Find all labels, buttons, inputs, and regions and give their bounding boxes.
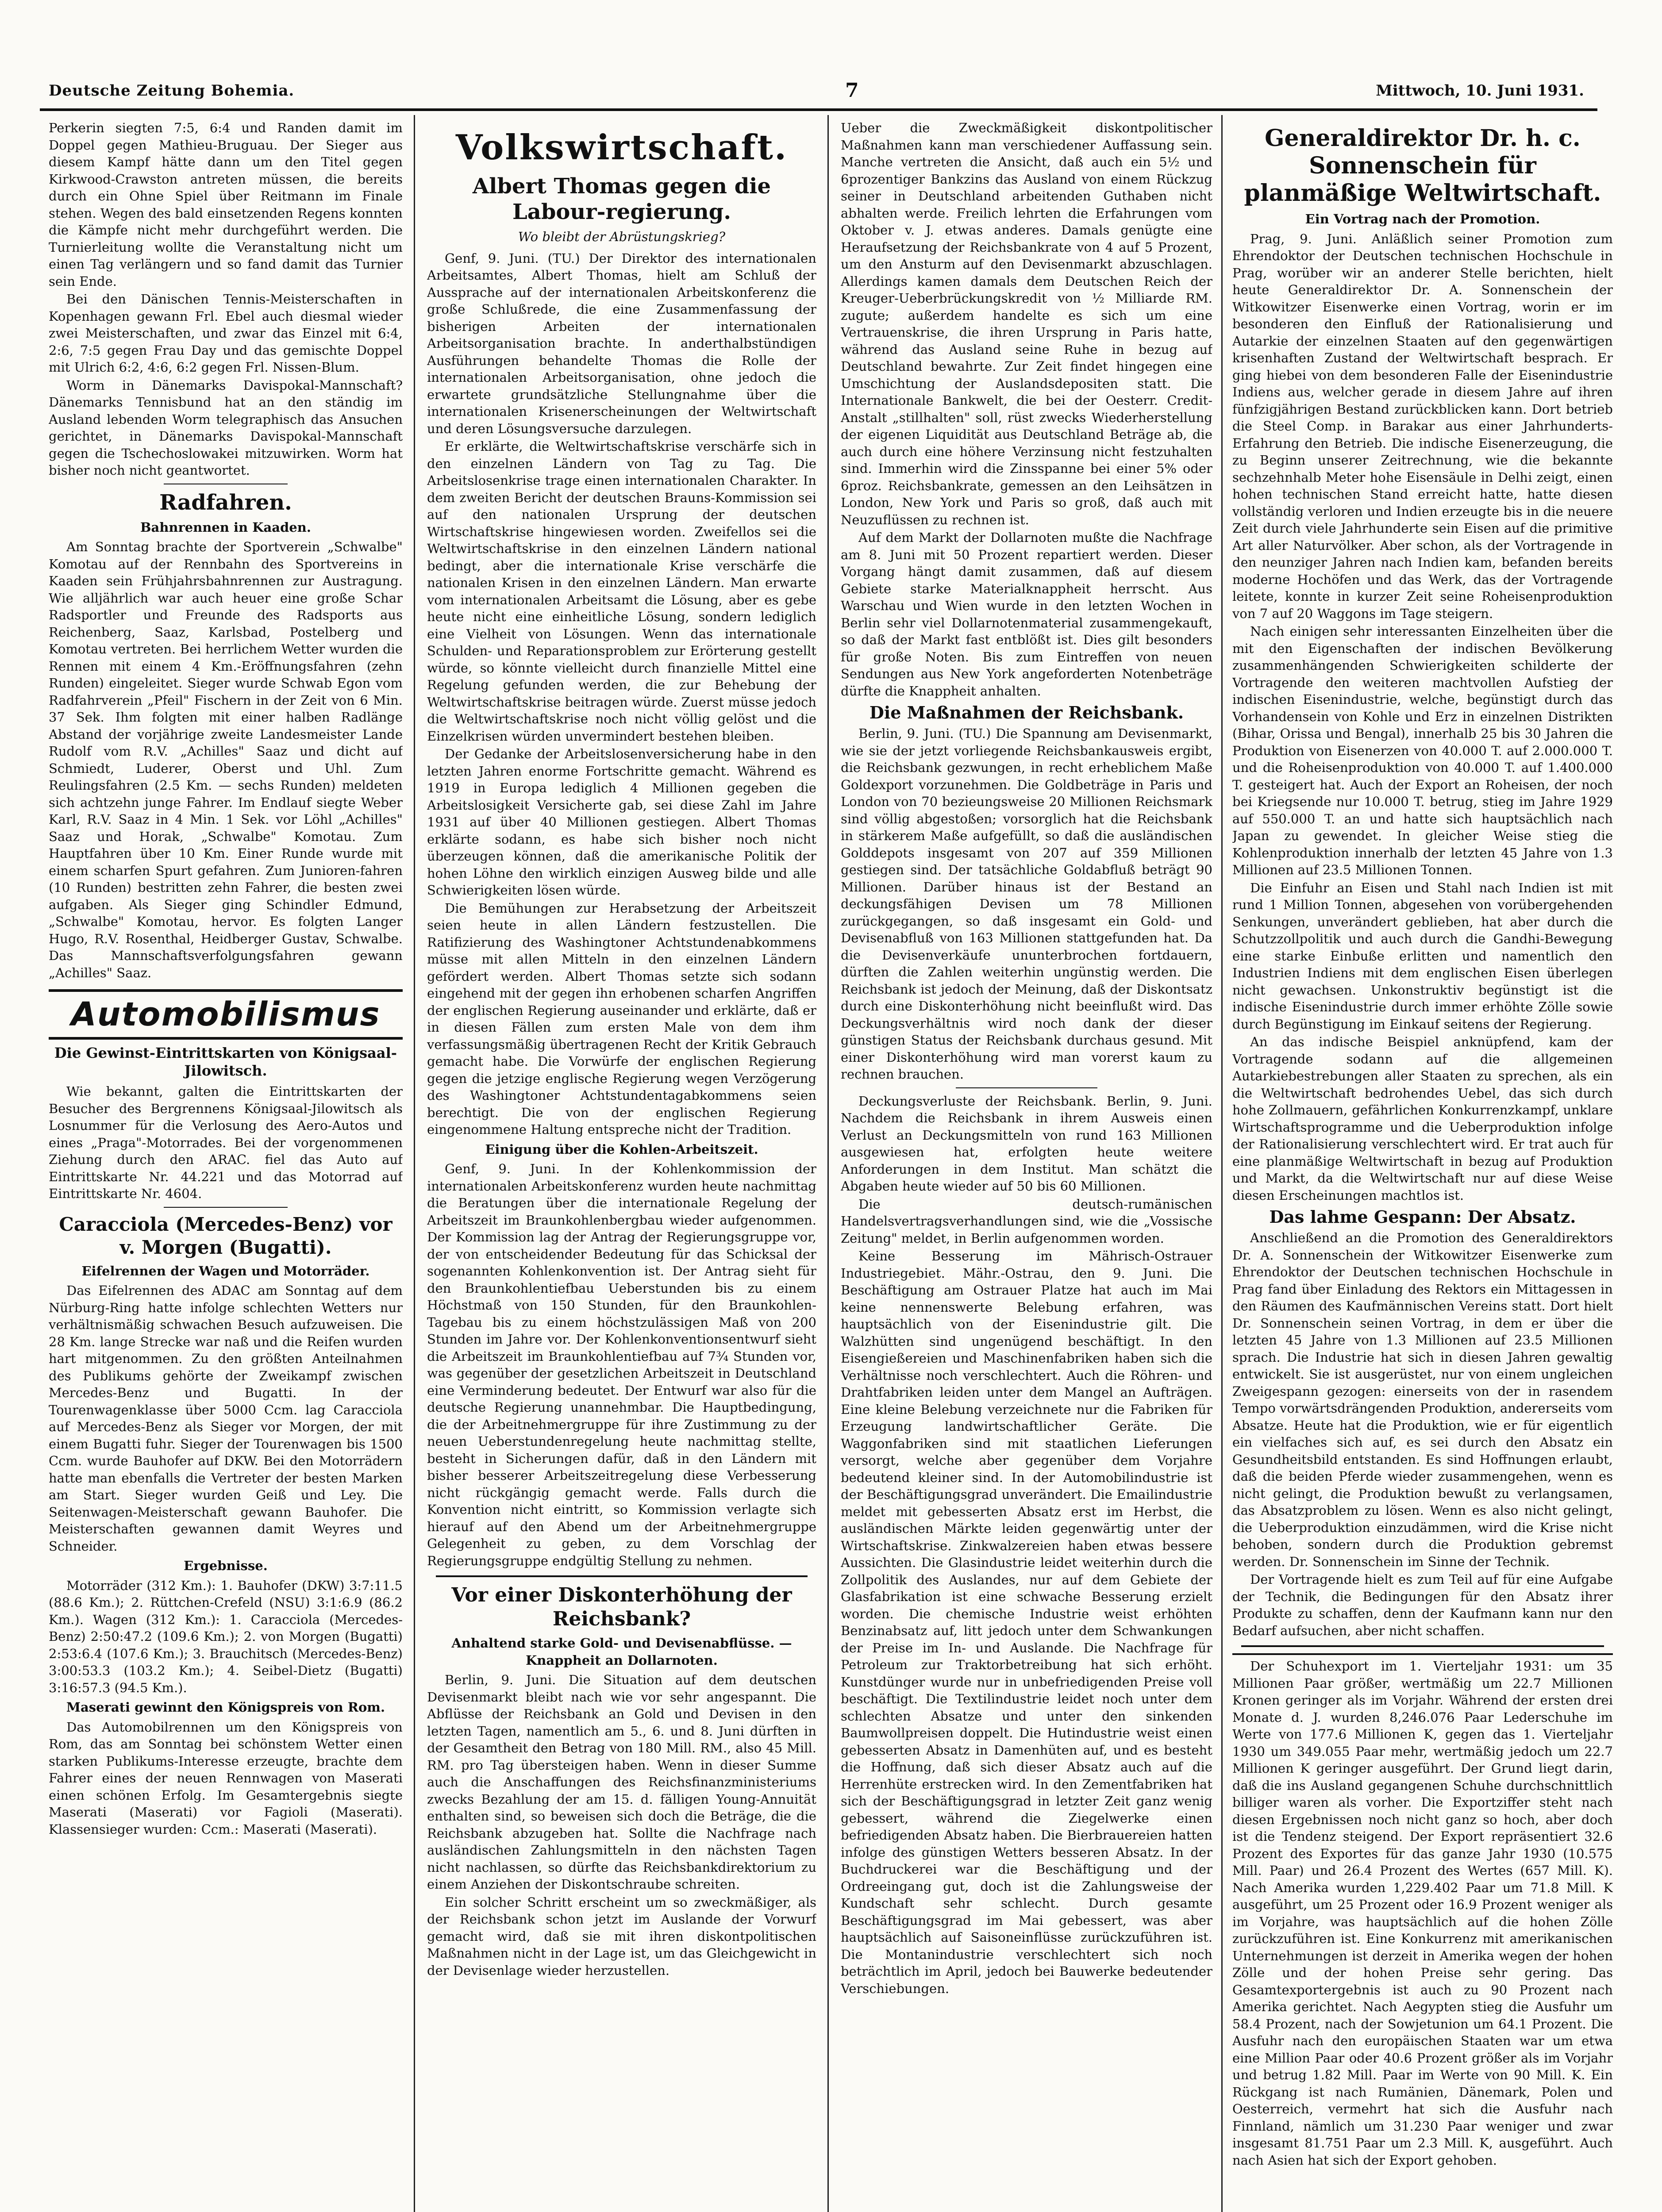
article-subtitle: Bahnrennen in Kaaden. [140,519,311,535]
page-header [40,79,1597,111]
paragraph: Wie bekannt, galten die Eintrittskarten der Besucher des Bergrennens Königsaal-Jilowitsch als Losnummer für die Verlosung des Aero-Autos und eines „Praga"-Motorrades. Bei der vorgenommenen Ziehung durch den ARAC. fiel das Auto auf Eintrittskarte Nr. 44.221 und das Motorrad auf Eintrittskarte Nr. 4604. [49,1084,403,1201]
paragraph: Am Sonntag brachte der Sportverein „Schwalbe" Komotau auf der Rennbahn des Sportvereins in Kaaden sein Frühjahrsbahnrennen zur Austragung. Wie alljährlich war auch heuer eine große Schar Radsportler und Freunde des Radsports aus Reichenberg, Saaz, Karlsbad, Postelberg und Komotau vertreten. Bei herrlichem Wetter wurden die Rennen mit einem 4 Km.-Eröffnungsfahren (zehn Runden) eingeleitet. Sieger wurde Schwab Egon vom Radfahrverein „Pfeil" Fischern in der Zeit von 6 Min. 37 Sek. Ihm folgten mit einer halben Radlänge Abstand der vorjährige zweite Landesmeister Lande Rudolf vom R.V. „Achilles" Saaz und dicht auf Schmiedt, Luderer, Oberst und Uhl. Zum Reulingsfahren (2.5 Km. — sechs Runden) meldeten sich achtzehn junge Fahrer. Im Endlauf siegte Weber Karl, R.V. Saaz in 4 Min. 1 Sek. vor Löhl „Achilles" Saaz und Horak, „Schwalbe" Komotau. Zum Hauptfahren über 10 Km. Einer Runde wurde mit einem scharfen Spurt gefahren. Zum Junioren-fahren (10 Runden) bestritten zehn Fahrer, die besten zwei aufgaben. Als Sieger ging Schindler Edmund, „Schwalbe" Komotau, hervor. Es folgten Langer Hugo, R.V. Rosenthal, Heidberger Gustav, Schwalbe. Das Mannschaftsverfolgungsfahren gewann „Achilles" Saaz. [49,539,403,980]
article-headline: Das lahme Gespann: Der Absatz. [1269,1207,1576,1227]
paragraph: Ein solcher Schritt erscheint um so zweckmäßiger, als der Reichsbank schon jetzt im Auslande der Vorwurf gemacht wird, daß sie mit ihren diskontpolitischen Maßnahmen nicht in der Lage ist, um das Gleichgewicht in der Devisenlage wieder herzustellen. [427,1894,816,1978]
section-title-automobilismus: Automobilismus [49,989,403,1040]
article-subtitle: Anhaltend starke Gold- und Devisenabflüsse. — Knappheit an Dollarnoten. [451,1636,792,1668]
paragraph: An das indische Beispiel anknüpfend, kam der Vortragende sodann auf die allgemeinen Autarkiebestrebungen aller Staaten zu sprechen, als ein die Weltwirtschaft bedrohendes Uebel, das sich durch hohe Zollmauern, gefährlichen Konkurrenzkampf, unklare Wirtschaftsprogramme und die Ueberproduktion infolge der Rationalisierung verschlechtert wird. Er trat auch für eine planmäßige Weltwirtschaft in bezug auf Produktion und Markt, da die Weltwirtschaft nur auf diese Weise diesen Erscheinungen machtlos ist. [1232,1034,1613,1203]
paragraph: Das Automobilrennen um den Königspreis von Rom, das am Sonntag bei schönstem Wetter einen starken Publikums-Interesse erzeugte, brachte dem Fahrer eines der neuen Rennwagen von Maserati einen schönen Erfolg. Im Gesamtergebnis siegte Maserati (Maserati) vor Fagioli (Maserati). Klassensieger wurden: Ccm.: Maserati (Maserati). [49,1719,403,1837]
paragraph: Deckungsverluste der Reichsbank. Berlin, 9. Juni. Nachdem die Reichsbank in ihrem Ausweis einen Verlust an Deckungsmitteln von rund 163 Millionen ausgewiesen hat, erfolgten heute weitere Anforderungen in dem Institut. Man schätzt die Abgaben heute wieder auf 50 bis 60 Millionen. [841,1093,1212,1194]
paragraph: Der Vortragende hielt es zum Teil auf für eine Aufgabe der Technik, die Bedingungen für den Absatz ihrer Produkte zu schaffen, denn der Kaufmann kann nur den Bedarf aufsuchen, aber nicht schaffen. [1232,1572,1613,1638]
paragraph: Perkerin siegten 7:5, 6:4 und Randen damit im Doppel gegen Mathieu-Bruguau. Der Sieger aus diesem Kampf hätte dann um den Titel gegen Kirkwood-Crawston antreten müssen, die bereits durch ein Ohne Spiel über Reitmann im Finale stehen. Wegen des bald einsetzenden Regens konnten die Kämpfe nicht mehr durchgeführt werden. Die Turnierleitung wollte die Veranstaltung nicht um einen Tag verlängern und so fand damit das Turnier sein Ende. [49,120,403,289]
paragraph: Der Gedanke der Arbeitslosenversicherung habe in den letzten Jahren enorme Fortschritte gemacht. Während es 1919 in Europa lediglich 4 Millionen gegeben die Arbeitslosigkeit Versicherte gab, sei diese Zahl im Jahre 1931 auf über 40 Millionen gestiegen. Albert Thomas erklärte sodann, es habe sich bisher noch nicht überzeugen können, daß die amerikanische Politik der hohen Löhne den wirklich einzigen Ausweg bilde und alle Schwierigkeiten lösen würde. [427,746,816,898]
paragraph: Anschließend an die Promotion des Generaldirektors Dr. A. Sonnenschein der Witkowitzer Eisenwerke zum Ehrendoktor der Deutschen technischen Hochschule in Prag fand über Einladung des Rektors ein Mittagessen in den Räumen des Kaufmännischen Vereins statt. Dort hielt Dr. Sonnenschein seinen Vortrag, in dem er über die letzten 45 Jahre von 1.3 Millionen auf 23.5 Millionen sprach. Die Industrie hat sich in diesen Jahren gewaltig entwickelt. Sie ist ausgerüstet, nur von einem ungleichen Zweigespann gezogen: einerseits von der in rasendem Tempo vorwärtsdrängenden Produktion, andererseits vom Absatze. Heute hat die Produktion, wie er für eigentlich ein vielfaches sich auf, es sei durch den Absatz ein Gesundheitsbild entstanden. Es sind Hoffnungen erlaubt, daß die beiden Pferde wieder zusammengehen, wenn es nicht gelingt, die Produktion bewußt zu verlangsamen, das Absatzproblem zu lösen. Wenn es also nicht gelingt, die Ueberproduktion einzudämmen, wird die Krise nicht behoben, sondern durch die Produktion gebremst werden. Dr. Sonnenschein im Sinne der Technik. [1232,1230,1613,1569]
page-number: 7 [845,79,859,102]
article-headline: Die Gewinst-Eintrittskarten von Königsaal-Jilowitsch. [54,1045,397,1079]
results-title: Ergebnisse. [184,1558,268,1573]
issue-date: Mittwoch, 10. Juni 1931. [1376,82,1584,100]
divider [1241,1645,1604,1647]
paragraph: Auf dem Markt der Dollarnoten mußte die Nachfrage am 8. Juni mit 50 Prozent repartiert werden. Dieser Vorgang hängt damit zusammen, daß auf diesem Gebiete starke Materialknappheit herrscht. Aus Warschau und Wien wurde in den letzten Wochen in Berlin sehr viel Dollarnotenmaterial zusammengekauft, so daß der Markt fast entblößt ist. Dies gilt besonders für große Noten. Bis zum Eintreffen von neuen Sendungen aus New York angeforderten Notenbeträge dürfte die Knappheit anhalten. [841,530,1212,699]
article-headline: Caracciola (Mercedes-Benz) vor v. Morgen (Bugatti). [59,1213,392,1258]
paragraph: Berlin, 9. Juni. (TU.) Die Spannung am Devisenmarkt, wie sie der jetzt vorliegende Reichsbankausweis ergibt, die Reichsbank gezwungen, in recht erheblichem Maße Goldexport vorzunehmen. Die Goldbeträge in Paris und London von 70 bezieungsweise 20 Millionen Reichsmark sind völlig abgestoßen; vorsorglich hat die Reichsbank in stärkerem Maße aufgefüllt, so daß die ausländischen Golddepots insgesamt von 207 auf 359 Millionen gestiegen sind. Der tatsächliche Goldabfluß beträgt 90 Millionen. Darüber hinaus ist der Bestand an deckungsfähigen Devisen um 78 Millionen zurückgegangen, so daß insgesamt ein Gold- und Devisenabfluß von 163 Millionen stattgefunden hat. Da die Devisenverkäufe ununterbrochen fortdauern, dürften die Zahlen weiterhin ungünstig werden. Die Reichsbank ist jedoch der Meinung, daß der Diskontsatz durch eine Diskonterhöhung nicht beeinflußt wird. Das Deckungsverhältnis wird noch dank der dieser günstigen Status der Reichsbank durchaus gesund. Mit einer Diskonterhöhung wird man vorerst kaum zu rechnen brauchen. [841,726,1212,1082]
column-rule [827,115,829,2212]
paragraph: Genf, 9. Juni. (TU.) Der Direktor des internationalen Arbeitsamtes, Albert Thomas, hielt am Schluß der Aussprache auf der internationalen Arbeitskonferenz die große Schlußrede, die eine Zusammenfassung der bisherigen Arbeiten der internationalen Arbeitsorganisation brachte. In anderthalbstündigen Ausführungen behandelte Thomas die Rolle der internationalen Arbeitsorganisation, ohne jedoch die erwartete grundsätzliche Stellungnahme über die internationalen Krisenerscheinungen der Weltwirtschaft und deren Lösungsversuche darzulegen. [427,250,816,436]
paragraph: Berlin, 9. Juni. Die Situation auf dem deutschen Devisenmarkt bleibt nach wie vor sehr angespannt. Die Abflüsse der Reichsbank an Gold und Devisen in den letzten Tagen, namentlich am 5., 6. und 8. Juni dürften in der Gesamtheit den Betrag von 180 Mill. RM., also 45 Mill. RM. pro Tag übersteigen haben. Wenn in dieser Summe auch die Anschaffungen des Reichsfinanzministeriums zwecks Bezahlung der am 15. d. fälligen Young-Annuität enthalten sind, so beweisen sich doch die Beträge, die die Reichsbank abzugeben hat. Sollte die Nachfrage nach ausländischen Zahlungsmitteln in den nächsten Tagen nicht nachlassen, so dürfte das Reichsbankdirektorium zu einem Anziehen der Diskontschraube schreiten. [427,1672,816,1892]
column-4 [1232,119,1613,2212]
paragraph: Nach einigen sehr interessanten Einzelheiten über die mit den Eigenschaften der indischen Bevölkerung zusammenhängenden Schwierigkeiten schilderte der Vortragende den weiteren machtvollen Aufstieg der indischen Eisenindustrie, welche, begünstigt durch das Vorhandensein von Kohle und Erz in einzelnen Distrikten (Bihar, Orissa und Bengal), innerhalb 25 bis 30 Jahren die Produktion von Eisenerzen von 40.000 T. auf 2.000.000 T. und die Roheisenproduktion von 40.000 T. auf 1.400.000 T. gesteigert hat. Auch der Export an Roheisen, der noch bei Kriegsende nur 10.000 T. betrug, stieg im Jahre 1929 auf 550.000 T. an und hatte sich hauptsächlich nach Japan zu gewendet. In gleicher Weise stieg die Kohlenproduktion innerhalb der letzten 45 Jahre von 1.3 Millionen auf 23.5 Millionen Tonnen. [1232,624,1613,877]
paragraph: Das Eifelrennen des ADAC am Sonntag auf dem Nürburg-Ring hatte infolge schlechten Wetters nur verhältnismäßig schwachen Besuch aufzuweisen. Die 28 Km. lange Strecke war naß und die Reifen wurden hart mitgenommen. Zu den größten Anteilnahmen des Publikums gehörte der Zweikampf zwischen Mercedes-Benz und Bugatti. In der Tourenwagenklasse über 5000 Ccm. lag Caracciola auf Mercedes-Benz als Sieger vor Morgen, der mit einem Bugatti fuhr. Sieger der Tourenwagen bis 1500 Ccm. wurde Bauhofer auf DKW. Bei den Motorrädern hatte man ebenfalls die Vertreter der besten Marken am Start. Sieger wurden Geiß und Ley. Die Seitenwagen-Meisterschaft gewann Bauhofer. Die Meisterschaften gewannen damit Weyres und Schneider. [49,1283,403,1554]
divider [164,1207,288,1208]
section-title-volkswirtschaft: Volkswirtschaft. [455,127,788,168]
column-2 [427,119,816,2212]
divider [436,1575,808,1577]
paragraph: Die deutsch-rumänischen Handelsvertragsverhandlungen sind, wie die „Vossische Zeitung" meldet, in Berlin aufgenommen worden. [841,1196,1212,1246]
column-1 [49,119,403,2212]
paragraph: Worm in Dänemarks Davispokal-Mannschaft? Dänemarks Tennisbund hat an den ständig im Ausland lebenden Worm telegraphisch das Ansuchen gerichtet, in Dänemarks Davispokal-Mannschaft gegen die Tschechoslowakei mitzuwirken. Worm hat bisher noch nicht geantwortet. [49,377,403,478]
paragraph: Die Einfuhr an Eisen und Stahl nach Indien ist mit rund 1 Million Tonnen, abgesehen von vorübergehenden Senkungen, unverändert geblieben, hat aber durch die Schutzzollpolitik und auch durch die Gandhi-Bewegung eine starke Einbuße erlitten und namentlich den Industrien Indiens mit dem englischen Eisen überlegen nicht gewachsen. Unkonstruktiv begünstigt ist die indische Eisenindustrie durch immer erhöhte Zölle sowie durch Begünstigung im Einkauf seitens der Regierung. [1232,880,1613,1032]
paragraph: Keine Besserung im Mährisch-Ostrauer Industriegebiet. Mähr.-Ostrau, den 9. Juni. Die Beschäftigung am Ostrauer Platze hat auch im Mai keine nennenswerte Belebung erfahren, was hauptsächlich von der Eisenindustrie gilt. Die Walzhütten sind ungenügend beschäftigt. In den Eisengießereien und Maschinenfabriken haben sich die Verhältnisse noch verschlechtert. Auch die Röhren- und Drahtfabriken leiden unter dem Mangel an Aufträgen. Eine kleine Belebung verzeichnete nur die Fabriken für Erzeugung landwirtschaftlicher Geräte. Die Waggonfabriken sind mit staatlichen Lieferungen versorgt, welche aber gegenüber dem Vorjahre bedeutend kleiner sind. In der Automobilindustrie ist der Beschäftigungsgrad unverändert. Die Emailindustrie meldet mit gebesserten Absatz erst im Herbst, die ausländischen Märkte leiden gegenwärtig unter der Wirtschaftskrise. Zinkwalzereien haben etwas bessere Aussichten. Die Glasindustrie leidet weiterhin durch die Zollpolitik des Auslandes, nur auf dem Gebiete der Glasfabrikation ist eine schwache Besserung erzielt worden. Die chemische Industrie weist erhöhten Benzinabsatz auf, litt jedoch unter dem Schwankungen der Preise im In- und Auslande. Die Nachfrage für Petroleum zur Traktorbetreibung hat sich erhöht. Kunstdünger wurde nur in unbefriedigenden Preise voll beschäftigt. Die Textilindustrie leidet noch unter dem schlechten Absatze und unter den sinkenden Baumwollpreisen doppelt. Die Hutindustrie weist einen gebesserten Absatz in Damenhüten auf, und es besteht die Hoffnung, daß sich dieser Absatz auch auf die Herrenhüte erstrecken wird. In den Zementfabriken hat sich der Beschäftigungsgrad in letzter Zeit ganz wenig gebessert, während die Ziegelwerke einen befriedigenden Absatz haben. Die Bierbrauereien hatten infolge des günstigen Wetters besseren Absatz. In der Buchdruckerei war die Beschäftigung und der Ordreeingang gut, doch ist die Zahlungsweise der Kundschaft sehr schlecht. Durch gesamte Beschäftigungsgrad im Mai gebessert, was aber hauptsächlich auf Saisoneinflüsse zurückzuführen ist. Die Montanindustrie verschlechtert sich noch beträchtlich im April, jedoch bei Bauwerke bedeutender Verschiebungen. [841,1248,1212,1996]
paragraph: Prag, 9. Juni. Anläßlich seiner Promotion zum Ehrendoktor der Deutschen technischen Hochschule in Prag, worüber wir an anderer Stelle berichten, hielt heute Generaldirektor Dr. A. Sonnenschein der Witkowitzer Eisenwerke einen Vortrag, worin er im besonderen den Einfluß der Rationalisierung und Autarkie der einzelnen Staaten auf den gegenwärtigen krisenhaften Zustand der Weltwirtschaft besprach. Er ging hiebei von dem besonderen Falle der Eisenindustrie Indiens aus, welcher gerade in diesem Jahre auf ihren fünfzigjährigen Bestand zurückblicken kann. Dort betrieb die Steel Comp. in Barakar aus einer Jahrhunderts-Erfahrung den Betrieb. Die indische Eisenerzeugung, die zu Beginn unserer Zeitrechnung, wie die bekannte sechzehnhalb Meter hohe Eisensäule in Delhi zeigt, einen hohen technischen Stand erreicht hatte, hatte diesen vollständig verloren und Indien erzeugte bis in die neuere Zeit durch viele Jahrhunderte sein Eisen auf die primitive Art aller Naturvölker. Aber schon, als der Vortragende in den neunziger Jahren nach Indien kam, befanden bereits moderne Hochöfen und das Werk, das der Vortragende leitete, konnte in kurzer Zeit seine Roheisenproduktion von 7 auf 20 Waggons im Tage steigern. [1232,231,1613,621]
column-rule [1221,115,1223,2212]
article-subtitle: Wo bleibt der Abrüstungskrieg? [518,229,726,244]
article-subtitle: Ein Vortrag nach der Promotion. [1305,211,1540,227]
divider [956,1087,1097,1088]
article-headline: Einigung über die Kohlen-Arbeitszeit. [485,1141,758,1157]
paragraph: Ueber die Zweckmäßigkeit diskontpolitischer Maßnahmen kann man verschiedener Auffassung sein. Manche vertreten die Ansicht, daß auch ein 5½ und 6prozentiger Bankzins das Ausland von einem Rückzug seiner in Deutschland arbeitenden Guthaben nicht abhalten werde. Freilich lehrten die Erfahrungen vom Oktober v. J. etwas anderes. Damals genügte eine Heraufsetzung der Reichsbankrate von 4 auf 5 Prozent, um den Ansturm auf den Devisenmarkt abzuschlagen. Allerdings kamen damals dem Deutschen Reich der Kreuger-Ueberbrückungskredit von ½ Milliarde RM. zugute; außerdem handelte es sich um eine Vertrauenskrise, die ihren Ursprung in Paris hatte, während das Ausland seine Ruhe in bezug auf Deutschland bewahrte. Zur Zeit findet hingegen eine Umschichtung der Auslandsdepositen statt. Die Internationale Bankwelt, die bei der Oesterr. Credit-Anstalt „stillhalten" soll, rüst zwecks Wiederherstellung der eigenen Liquidität aus Deutschland Beträge ab, die auch durch eine höhere Verzinsung nicht festzuhalten sind. Immerhin wird die Zinsspanne bei einer 5% oder 6proz. Reichsbankrate, gemessen an den Leihsätzen in London, New York und Paris so groß, daß auch mit Neuzuflüssen zu rechnen ist. [841,120,1212,527]
paragraph: Genf, 9. Juni. In der Kohlenkommission der internationalen Arbeitskonferenz wurden heute nachmittag die Beratungen über die internationale Regelung der Arbeitszeit im Braunkohlenbergbau wieder aufgenommen. Der Kommission lag der Antrag der Regierungsgruppe vor, der von entscheidender Bedeutung für das Schicksal der sogenannten Kohlenkonvention ist. Der Antrag sieht für den Braunkohlentiefbau Ueberstunden bis zu einem Höchstmaß von 150 Stunden, für den Braunkohlen-Tagebau bis zu einem höchstzulässigen Maß von 200 Stunden im Jahre vor. Der Kohlenkonventionsentwurf sieht die Arbeitszeit im Braunkohlentiefbau auf 7¾ Stunden vor, was gegenüber der gesetzlichen Arbeitszeit in Deutschland eine Verminderung bedeutet. Der Entwurf war also für die deutsche Regierung unannehmbar. Die Hauptbedingung, die der Arbeitnehmergruppe für ihre Zustimmung zu der neuen Ueberstundenregelung heute nachmittag stellte, besteht in Sicherungen dafür, daß in den Ländern mit bisher besserer Arbeitszeitregelung diese Verbesserung nicht rückgängig gemacht werde. Falls durch die Konvention nicht eintritt, so Kommission verlagte sich hierauf auf den Abend um der Arbeitnehmergruppe Gelegenheit zu geben, zu dem Vorschlag der Regierungsgruppe endgültig Stellung zu nehmen. [427,1161,816,1568]
newspaper-name: Deutsche Zeitung Bohemia. [49,82,295,100]
paragraph: Bei den Dänischen Tennis-Meisterschaften in Kopenhagen gewann Frl. Ebel auch diesmal wieder zwei Meisterschaften, und zwar das Einzel mit 6:4, 2:6, 7:5 gegen Frau Day und das gemischte Doppel mit Ulrich 6:2, 4:6, 6:2 gegen Frl. Nissen-Blum. [49,292,403,375]
paragraph: Er erklärte, die Weltwirtschaftskrise verschärfe sich in den einzelnen Ländern von Tag zu Tag. Die Arbeitslosenkrise trage einen internationalen Charakter. In dem zweiten Bericht der deutschen Brauns-Kommission sei auf den nationalen Ursprung der deutschen Wirtschaftskrise hingewiesen worden. Zweifellos sei die Weltwirtschaftskrise in den einzelnen Ländern national bedingt, aber die internationale Krise verschärfe die nationalen Krisen in den einzelnen Ländern. Man erwarte vom internationalen Arbeitsamt die Lösung, aber es gebe heute nicht eine einheitliche Lösung, sondern lediglich eine Vielheit von Lösungen. Wenn das internationale Schulden- und Reparationsproblem zur Erörterung gestellt würde, so könnte vielleicht durch finanzielle Mittel eine Regelung gefunden werden, die zur Behebung der Weltwirtschaftskrise beitragen würde. Zuerst müsse jedoch die Weltwirtschaftskrise noch nicht völlig gelöst und die Einzelkrisen würden unvermindert bestehen bleiben. [427,439,816,744]
article-headline: Maserati gewinnt den Königspreis von Rom. [66,1700,385,1715]
section-title-radfahren: Radfahren. [159,490,292,515]
article-headline: Albert Thomas gegen die Labour-regierung. [472,174,771,224]
paragraph: Der Schuhexport im 1. Vierteljahr 1931: um 35 Millionen Paar größer, wertmäßig um 22.7 Millionen Kronen geringer als im Vorjahr. Während der ersten drei Monate d. J. wurden 8,246.076 Paar Lederschuhe im Werte von 177.6 Millionen K, gegen das 1. Vierteljahr 1930 um 349.055 Paar mehr, wertmäßig jedoch um 22.7 Millionen K geringer ausgeführt. Der Grund liegt darin, daß die ins Ausland gegangenen Schuhe durchschnittlich billiger waren als vorher. Die Exportziffer steht nach diesen Ergebnissen noch nicht ganz so hoch, aber doch ist die Tendenz steigend. Der Export repräsentiert 32.6 Prozent des Exportes für das ganze Jahr 1930 (10.575 Mill. Paar) und 26.4 Prozent des Wertes (657 Mill. K). Nach Amerika wurden 1,229.402 Paar um 71.8 Mill. K ausgeführt, um 25 Prozent oder 16.9 Prozent weniger als im Vorjahre, was hauptsächlich auf die hohen Zölle zurückzuführen ist. Eine Konkurrenz mit amerikanischen Unternehmungen ist derzeit in Amerika wegen der hohen Zölle und der hohen Preise sehr gering. Das Gesamtexportergebnis ist auch zu 90 Prozent nach Amerika gerichtet. Nach Aegypten stieg die Ausfuhr um 58.4 Prozent, nach der Sowjetunion um 64.1 Prozent. Die Ausfuhr nach den europäischen Staaten war um etwa eine Million Paar oder 40.6 Prozent größer als im Vorjahr und betrug 1.82 Mill. Paar im Werte von 90 Mill. K. Ein Rückgang ist nach Rumänien, Dänemark, Polen und Oesterreich, vermehrt hat sich die Ausfuhr nach Finnland, nämlich um 31.230 Paar weniger und zwar insgesamt 81.751 Paar um 2.3 Mill. K, ausgeführt. Auch nach Asien hat sich der Export gehoben. [1232,1653,1613,2169]
column-rule [414,115,415,2212]
paragraph: Motorräder (312 Km.): 1. Bauhofer (DKW) 3:7:11.5 (88.6 Km.); 2. Rüttchen-Crefeld (NSU) 3:1:6.9 (86.2 Km.). Wagen (312 Km.): 1. Caracciola (Mercedes-Benz) 2:50:47.2 (109.6 Km.); 2. von Morgen (Bugatti) 2:53:6.4 (107.6 Km.); 3. Brauchitsch (Mercedes-Benz) 3:00:53.3 (103.2 Km.); 4. Seibel-Dietz (Bugatti) 3:16:57.3 (94.5 Km.). [49,1578,403,1695]
article-headline: Vor einer Diskonterhöhung der Reichsbank? [451,1584,792,1630]
column-3 [841,119,1212,2212]
article-headline: Generaldirektor Dr. h. c. Sonnenschein für planmäßige Weltwirtschaft. [1244,125,1601,207]
paragraph: Die Bemühungen zur Herabsetzung der Arbeitszeit seien heute in allen Ländern festzustellen. Die Ratifizierung des Washingtoner Achtstundenabkommens müsse mit allen Mitteln in den einzelnen Ländern gefördert werden. Albert Thomas setzte sich sodann eingehend mit der gegen ihn erhobenen scharfen Angriffen der englischen Regierung auseinander und erklärte, daß er in diesen Fällen zum ersten Male von dem ihm verfassungsmäßig übertragenen Recht der Kritik Gebrauch gemacht habe. Die Vorwürfe der englischen Regierung gegen die jetzige englische Regierung wegen Verzögerung des Washingtoner Achtstundentagabkommens seien berechtigt. Die von der englischen Regierung eingenommene Haltung entspreche nicht der Tradition. [427,900,816,1137]
article-subtitle: Eifelrennen der Wagen und Motorräder. [81,1263,370,1279]
article-headline: Die Maßnahmen der Reichsbank. [869,703,1184,722]
